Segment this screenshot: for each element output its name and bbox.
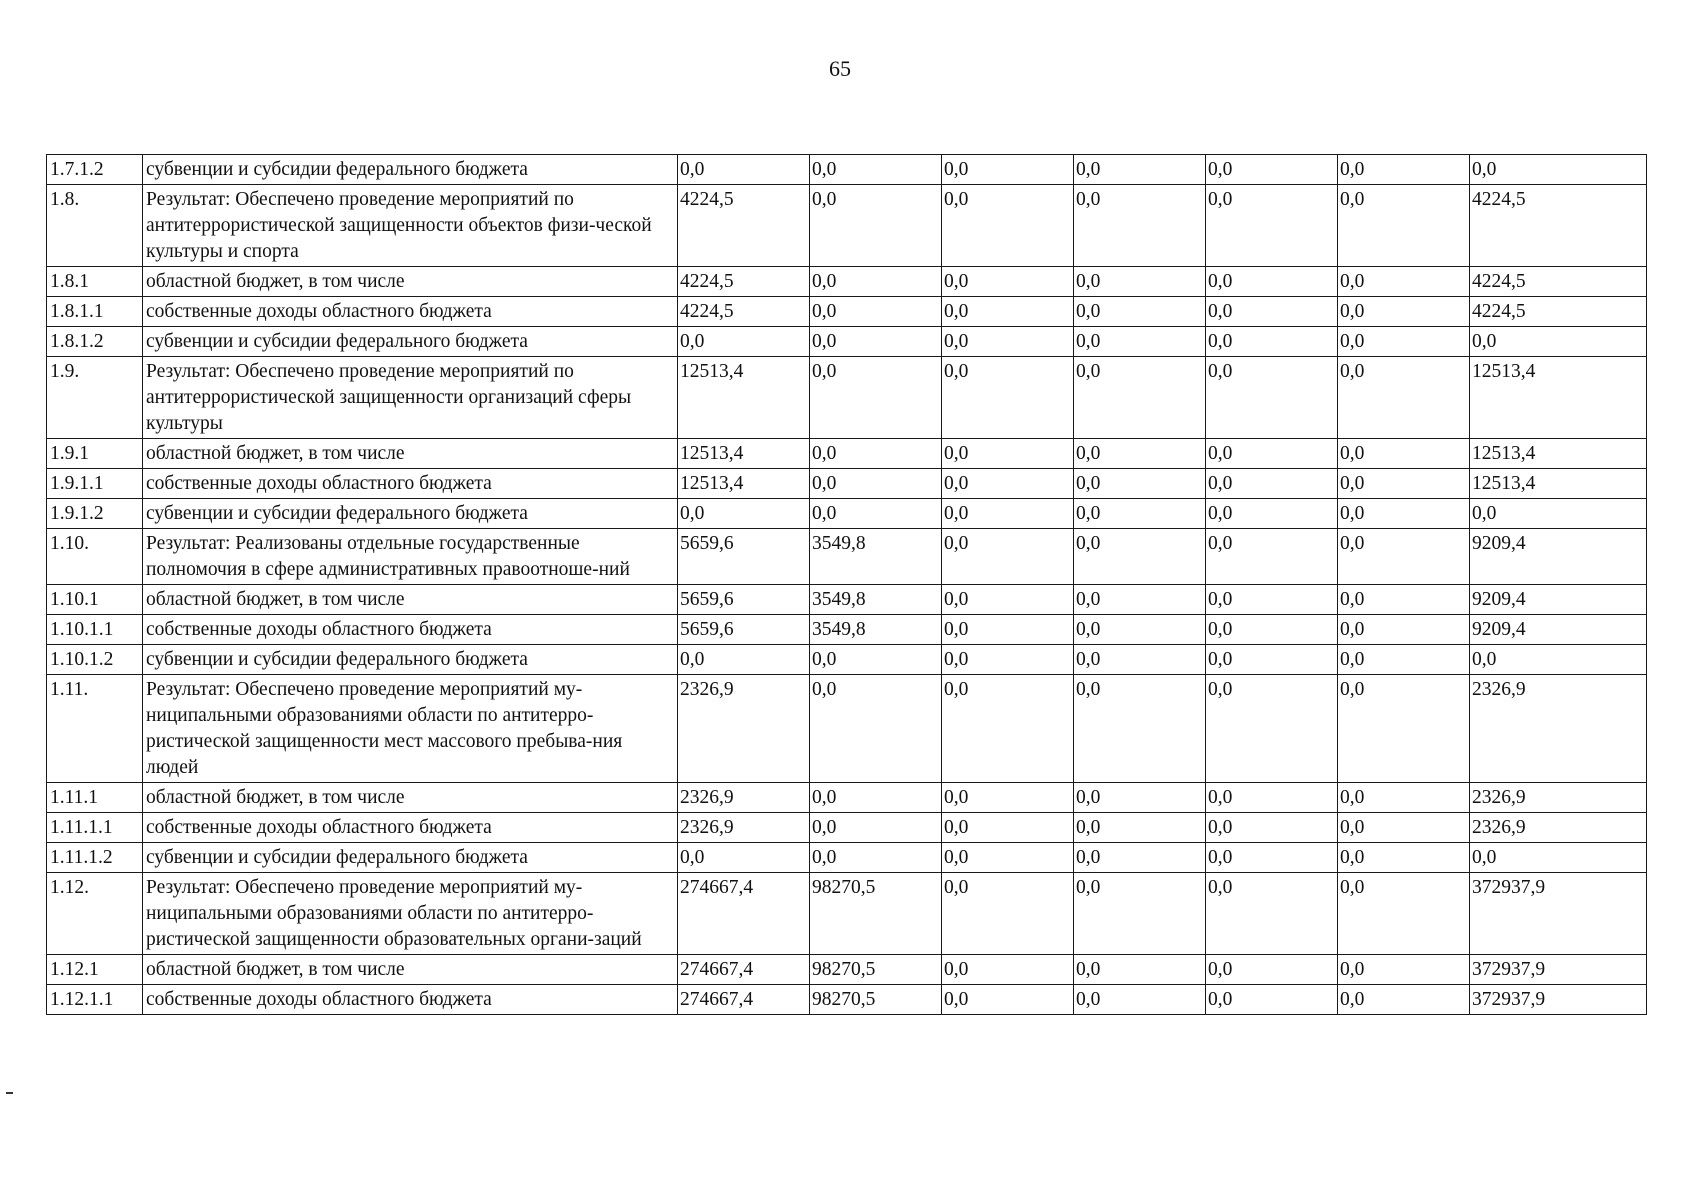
row-value: 5659,6 [678, 585, 810, 615]
row-code: 1.9.1 [47, 439, 143, 469]
row-value: 98270,5 [810, 985, 942, 1015]
row-code: 1.11.1.1 [47, 813, 143, 843]
row-name: областной бюджет, в том числе [143, 955, 678, 985]
row-value: 0,0 [1074, 357, 1206, 439]
row-value: 0,0 [1074, 645, 1206, 675]
row-value: 0,0 [1338, 439, 1470, 469]
row-value: 12513,4 [1470, 357, 1647, 439]
row-value: 0,0 [678, 843, 810, 873]
table-row [47, 615, 1647, 645]
row-value: 0,0 [810, 813, 942, 843]
row-value: 0,0 [1206, 439, 1338, 469]
row-code: 1.10.1.1 [47, 615, 143, 645]
row-name: областной бюджет, в том числе [143, 439, 678, 469]
table-row [47, 985, 1647, 1015]
row-value: 0,0 [1074, 327, 1206, 357]
row-value: 0,0 [1074, 439, 1206, 469]
table-row [47, 585, 1647, 615]
row-value: 0,0 [1206, 357, 1338, 439]
row-value: 0,0 [1470, 155, 1647, 185]
row-code: 1.8. [47, 185, 143, 267]
row-value: 4224,5 [1470, 185, 1647, 267]
row-name: областной бюджет, в том числе [143, 783, 678, 813]
table-row [47, 357, 1647, 439]
row-value: 12513,4 [678, 469, 810, 499]
row-value: 0,0 [1074, 469, 1206, 499]
table-row [47, 499, 1647, 529]
row-value: 0,0 [810, 185, 942, 267]
row-value: 0,0 [1074, 499, 1206, 529]
row-value: 0,0 [1074, 675, 1206, 783]
row-value: 2326,9 [678, 675, 810, 783]
row-value: 0,0 [1206, 185, 1338, 267]
table-row [47, 185, 1647, 267]
row-value: 0,0 [942, 327, 1074, 357]
row-name: собственные доходы областного бюджета [143, 813, 678, 843]
row-value: 0,0 [810, 267, 942, 297]
row-value: 0,0 [1206, 297, 1338, 327]
row-value: 12513,4 [678, 357, 810, 439]
row-value: 0,0 [1074, 873, 1206, 955]
row-value: 2326,9 [1470, 813, 1647, 843]
budget-table [46, 154, 1647, 1015]
row-value: 12513,4 [678, 439, 810, 469]
table-row [47, 439, 1647, 469]
row-value: 0,0 [1206, 813, 1338, 843]
row-value: 0,0 [1338, 615, 1470, 645]
row-value: 0,0 [678, 327, 810, 357]
row-value: 0,0 [810, 469, 942, 499]
row-value: 0,0 [810, 357, 942, 439]
row-value: 0,0 [942, 357, 1074, 439]
row-value: 0,0 [1074, 985, 1206, 1015]
row-value: 0,0 [942, 469, 1074, 499]
row-name: субвенции и субсидии федерального бюджета [143, 155, 678, 185]
row-value: 9209,4 [1470, 529, 1647, 585]
row-value: 0,0 [1074, 155, 1206, 185]
row-code: 1.8.1 [47, 267, 143, 297]
row-value: 0,0 [810, 327, 942, 357]
row-value: 0,0 [810, 297, 942, 327]
row-value: 0,0 [1206, 155, 1338, 185]
row-value: 2326,9 [678, 813, 810, 843]
row-value: 5659,6 [678, 615, 810, 645]
row-value: 0,0 [810, 155, 942, 185]
table-row [47, 783, 1647, 813]
row-value: 0,0 [1470, 499, 1647, 529]
row-value: 0,0 [1206, 645, 1338, 675]
row-value: 0,0 [1338, 843, 1470, 873]
table-row [47, 955, 1647, 985]
row-value: 0,0 [1074, 843, 1206, 873]
row-value: 0,0 [1338, 813, 1470, 843]
row-value: 0,0 [1470, 645, 1647, 675]
row-value: 98270,5 [810, 955, 942, 985]
row-value: 0,0 [942, 585, 1074, 615]
row-value: 0,0 [1338, 327, 1470, 357]
row-name: субвенции и субсидии федерального бюджета [143, 645, 678, 675]
row-value: 0,0 [942, 843, 1074, 873]
row-name: собственные доходы областного бюджета [143, 985, 678, 1015]
row-value: 0,0 [1338, 529, 1470, 585]
table-row [47, 675, 1647, 783]
row-value: 9209,4 [1470, 615, 1647, 645]
row-value: 9209,4 [1470, 585, 1647, 615]
row-value: 372937,9 [1470, 985, 1647, 1015]
row-value: 0,0 [942, 529, 1074, 585]
row-value: 0,0 [1206, 499, 1338, 529]
row-value: 4224,5 [1470, 297, 1647, 327]
row-value: 0,0 [942, 155, 1074, 185]
row-value: 3549,8 [810, 615, 942, 645]
row-value: 0,0 [1338, 155, 1470, 185]
row-value: 0,0 [1206, 469, 1338, 499]
row-value: 12513,4 [1470, 469, 1647, 499]
row-value: 2326,9 [1470, 675, 1647, 783]
row-value: 0,0 [942, 645, 1074, 675]
row-code: 1.10.1 [47, 585, 143, 615]
row-value: 0,0 [1074, 185, 1206, 267]
row-code: 1.11. [47, 675, 143, 783]
row-value: 0,0 [942, 873, 1074, 955]
row-value: 0,0 [1338, 499, 1470, 529]
row-value: 4224,5 [678, 185, 810, 267]
row-code: 1.10. [47, 529, 143, 585]
row-value: 0,0 [1338, 783, 1470, 813]
row-value: 2326,9 [1470, 783, 1647, 813]
row-code: 1.11.1 [47, 783, 143, 813]
row-value: 0,0 [1470, 843, 1647, 873]
row-value: 0,0 [810, 645, 942, 675]
table-row [47, 529, 1647, 585]
row-value: 0,0 [1338, 357, 1470, 439]
row-code: 1.11.1.2 [47, 843, 143, 873]
row-value: 0,0 [1074, 529, 1206, 585]
row-name: Результат: Реализованы отдельные государственные полномочия в сфере административных правоотноше-ний [143, 529, 678, 585]
row-value: 12513,4 [1470, 439, 1647, 469]
row-value: 0,0 [1338, 645, 1470, 675]
row-value: 0,0 [1338, 675, 1470, 783]
row-name: субвенции и субсидии федерального бюджета [143, 843, 678, 873]
row-value: 0,0 [942, 985, 1074, 1015]
row-value: 274667,4 [678, 873, 810, 955]
row-value: 0,0 [1074, 267, 1206, 297]
row-value: 0,0 [1338, 469, 1470, 499]
row-value: 0,0 [1338, 267, 1470, 297]
row-code: 1.10.1.2 [47, 645, 143, 675]
table-row [47, 297, 1647, 327]
table-body [47, 155, 1647, 1015]
table-row [47, 155, 1647, 185]
row-value: 0,0 [942, 267, 1074, 297]
row-value: 4224,5 [678, 297, 810, 327]
row-code: 1.12.1.1 [47, 985, 143, 1015]
table-row [47, 267, 1647, 297]
row-value: 0,0 [942, 297, 1074, 327]
row-value: 0,0 [1206, 843, 1338, 873]
table-row [47, 813, 1647, 843]
row-code: 1.8.1.2 [47, 327, 143, 357]
row-value: 372937,9 [1470, 955, 1647, 985]
row-value: 0,0 [1074, 955, 1206, 985]
row-value: 0,0 [1074, 297, 1206, 327]
row-value: 0,0 [1206, 783, 1338, 813]
row-value: 0,0 [810, 783, 942, 813]
table-row [47, 645, 1647, 675]
table-row [47, 873, 1647, 955]
row-value: 0,0 [942, 185, 1074, 267]
row-value: 0,0 [1206, 873, 1338, 955]
row-value: 3549,8 [810, 529, 942, 585]
row-value: 0,0 [942, 615, 1074, 645]
table-row [47, 843, 1647, 873]
row-value: 0,0 [678, 499, 810, 529]
row-code: 1.7.1.2 [47, 155, 143, 185]
row-value: 0,0 [810, 675, 942, 783]
row-name: субвенции и субсидии федерального бюджета [143, 327, 678, 357]
row-code: 1.9. [47, 357, 143, 439]
row-value: 5659,6 [678, 529, 810, 585]
row-value: 0,0 [942, 955, 1074, 985]
row-value: 0,0 [1074, 783, 1206, 813]
margin-mark [6, 1092, 13, 1094]
row-value: 0,0 [1338, 297, 1470, 327]
row-value: 3549,8 [810, 585, 942, 615]
row-name: областной бюджет, в том числе [143, 267, 678, 297]
row-value: 0,0 [942, 813, 1074, 843]
row-name: Результат: Обеспечено проведение мероприятий по антитеррористической защищенности организаций сферы культуры [143, 357, 678, 439]
row-name: областной бюджет, в том числе [143, 585, 678, 615]
table-row [47, 469, 1647, 499]
row-value: 98270,5 [810, 873, 942, 955]
row-value: 0,0 [1206, 955, 1338, 985]
row-value: 0,0 [810, 499, 942, 529]
row-value: 2326,9 [678, 783, 810, 813]
row-name: Результат: Обеспечено проведение мероприятий по антитеррористической защищенности объектов физи-ческой культуры и спорта [143, 185, 678, 267]
row-value: 0,0 [942, 499, 1074, 529]
row-value: 0,0 [1338, 985, 1470, 1015]
row-value: 0,0 [1206, 985, 1338, 1015]
row-value: 0,0 [810, 439, 942, 469]
row-value: 0,0 [678, 155, 810, 185]
row-name: Результат: Обеспечено проведение мероприятий му-ниципальными образованиями области по антитерро-ристической защищенности мест массового пребыва-ния людей [143, 675, 678, 783]
row-value: 0,0 [1206, 529, 1338, 585]
row-value: 0,0 [1206, 675, 1338, 783]
row-value: 0,0 [1206, 267, 1338, 297]
row-value: 274667,4 [678, 985, 810, 1015]
row-value: 0,0 [1338, 873, 1470, 955]
row-code: 1.8.1.1 [47, 297, 143, 327]
row-value: 4224,5 [1470, 267, 1647, 297]
row-value: 0,0 [1338, 955, 1470, 985]
row-value: 0,0 [1338, 185, 1470, 267]
row-value: 0,0 [1206, 585, 1338, 615]
row-code: 1.9.1.2 [47, 499, 143, 529]
row-value: 0,0 [1206, 615, 1338, 645]
row-value: 0,0 [678, 645, 810, 675]
row-value: 0,0 [1338, 585, 1470, 615]
row-value: 0,0 [1206, 327, 1338, 357]
page-number: 65 [829, 56, 851, 81]
row-value: 0,0 [942, 675, 1074, 783]
row-value: 4224,5 [678, 267, 810, 297]
row-code: 1.12.1 [47, 955, 143, 985]
row-value: 0,0 [942, 783, 1074, 813]
table-row [47, 327, 1647, 357]
row-code: 1.12. [47, 873, 143, 955]
row-value: 0,0 [1074, 615, 1206, 645]
row-value: 274667,4 [678, 955, 810, 985]
row-value: 0,0 [1470, 327, 1647, 357]
row-name: собственные доходы областного бюджета [143, 469, 678, 499]
row-name: собственные доходы областного бюджета [143, 297, 678, 327]
row-code: 1.9.1.1 [47, 469, 143, 499]
row-value: 372937,9 [1470, 873, 1647, 955]
row-value: 0,0 [942, 439, 1074, 469]
row-value: 0,0 [810, 843, 942, 873]
row-value: 0,0 [1074, 585, 1206, 615]
row-name: субвенции и субсидии федерального бюджета [143, 499, 678, 529]
row-value: 0,0 [1074, 813, 1206, 843]
row-name: собственные доходы областного бюджета [143, 615, 678, 645]
row-name: Результат: Обеспечено проведение мероприятий му-ниципальными образованиями области по антитерро-ристической защищенности образовательных органи-заций [143, 873, 678, 955]
